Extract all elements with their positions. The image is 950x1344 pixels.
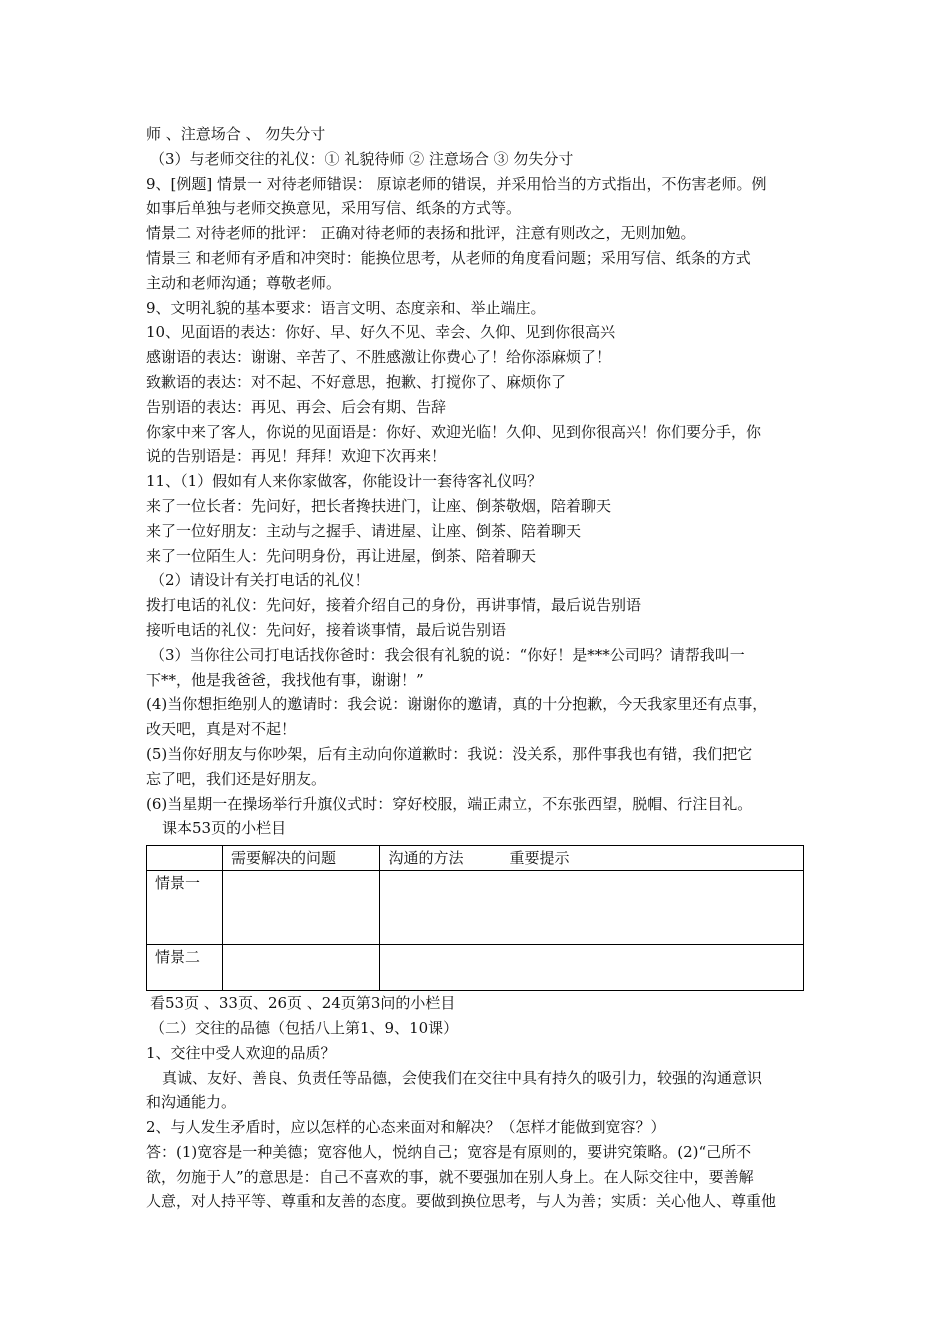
text-line: 人意，对人持平等、尊重和友善的态度。要做到换位思考，与人为善；实质：关心他人、尊重他 — [146, 1192, 777, 1211]
text-block-top — [146, 122, 816, 816]
text-line: 告别语的表达：再见、再会、后会有期、告辞 — [146, 397, 447, 416]
text-line: 10、见面语的表达：你好、早、好久不见、幸会、久仰、见到你很高兴 — [146, 323, 616, 342]
text-line: 9、[例题] 情景一 对待老师错误： 原谅老师的错误，并采用恰当的方式指出，不伤害老师。例 — [146, 174, 767, 193]
table-header-row — [147, 846, 804, 871]
table-header-blank — [147, 846, 223, 871]
table-row — [147, 945, 804, 991]
text-line: 说的告别语是：再见！拜拜！欢迎下次再来！ — [146, 447, 447, 466]
text-line: 接听电话的礼仪：先问好，接着谈事情，最后说告别语 — [146, 620, 507, 639]
text-line: 来了一位好朋友：主动与之握手、请进屋、让座、倒茶、陪着聊天 — [146, 521, 582, 540]
table-cell — [223, 871, 380, 945]
text-line: 改天吧，真是对不起！ — [146, 720, 297, 739]
text-line: 如事后单独与老师交换意见，采用写信、纸条的方式等。 — [146, 199, 522, 218]
text-line: 1、交往中受人欢迎的品质？ — [146, 1043, 336, 1062]
text-line: 情景二 对待老师的批评： 正确对待老师的表扬和批评，注意有则改之，无则加勉。 — [146, 224, 696, 243]
text-line: 答：(1)宽容是一种美德；宽容他人，悦纳自己；宽容是有原则的，要讲究策略。(2)“己所不 — [146, 1142, 752, 1161]
text-line: 下**，他是我爸爸，我找他有事，谢谢！” — [146, 670, 424, 689]
table-row-label: 情景一 — [147, 871, 223, 945]
table-header-method-and-tip — [380, 846, 804, 871]
text-line: (6)当星期一在操场举行升旗仪式时：穿好校服，端正肃立，不东张西望，脱帽、行注目礼。 — [146, 794, 753, 813]
text-line: (4)当你想拒绝别人的邀请时：我会说：谢谢你的邀请，真的十分抱歉，今天我家里还有点事， — [146, 695, 768, 714]
text-line: 忘了吧，我们还是好朋友。 — [146, 769, 327, 788]
text-line: 看53页 、33页、26页 、24页第3问的小栏目 — [150, 994, 456, 1013]
text-line: （3）与老师交往的礼仪：① 礼貌待师 ② 注意场合 ③ 勿失分寸 — [150, 149, 574, 168]
text-line: 来了一位陌生人：先问明身份，再让进屋，倒茶、陪着聊天 — [146, 546, 537, 565]
table-row-label: 情景二 — [147, 945, 223, 991]
text-block-bottom — [146, 991, 816, 1214]
text-line: 致歉语的表达：对不起、不好意思，抱歉、打搅你了、麻烦你了 — [146, 372, 567, 391]
text-line: 师 、注意场合 、 勿失分寸 — [146, 125, 326, 143]
table-cell — [223, 945, 380, 991]
table-cell — [380, 871, 804, 945]
text-line: 来了一位长者：先问好，把长者搀扶进门，让座、倒茶敬烟，陪着聊天 — [146, 496, 612, 515]
text-line: （二）交往的品德（包括八上第1、9、10课） — [150, 1018, 459, 1037]
text-line: 真诚、友好、善良、负责任等品德，会使我们在交往中具有持久的吸引力，较强的沟通意识 — [162, 1068, 763, 1087]
text-line: 情景三 和老师有矛盾和冲突时：能换位思考，从老师的角度看问题；采用写信、纸条的方式 — [146, 248, 751, 267]
table-row — [147, 871, 804, 945]
scenario-table — [146, 845, 804, 991]
table-header-tip: 重要提示 — [509, 849, 570, 868]
text-line: 2、与人发生矛盾时，应以怎样的心态来面对和解决？（怎样才能做到宽容？） — [146, 1118, 666, 1137]
text-line: 11、（1）假如有人来你家做客，你能设计一套待客礼仪吗？ — [146, 472, 543, 491]
text-line: 主动和老师沟通；尊敬老师。 — [146, 273, 342, 292]
text-line: 欲，勿施于人”的意思是：自己不喜欢的事，就不要强加在别人身上。在人际交往中，要善解 — [146, 1167, 754, 1186]
text-line: （2）请设计有关打电话的礼仪！ — [150, 571, 370, 590]
table-caption: 课本53页的小栏目 — [162, 819, 287, 838]
table-header-method: 沟通的方法 — [388, 849, 464, 868]
text-line: 你家中来了客人，你说的见面语是：你好、欢迎光临！久仰、见到你很高兴！你们要分手，你 — [146, 422, 762, 441]
text-line: 拨打电话的礼仪：先问好，接着介绍自己的身份，再讲事情，最后说告别语 — [146, 596, 642, 615]
text-line: 感谢语的表达：谢谢、辛苦了、不胜感激让你费心了！给你添麻烦了！ — [146, 348, 612, 367]
text-line: 和沟通能力。 — [146, 1093, 237, 1112]
table-header-problem: 需要解决的问题 — [223, 846, 380, 871]
document-body — [146, 122, 816, 1214]
text-line: (5)当你好朋友与你吵架，后有主动向你道歉时：我说：没关系，那件事我也有错，我们把它 — [146, 744, 753, 763]
table-cell — [380, 945, 804, 991]
text-line: 9、文明礼貌的基本要求：语言文明、态度亲和、举止端庄。 — [146, 298, 546, 317]
text-line: （3）当你往公司打电话找你爸时：我会很有礼貌的说：“你好！是***公司吗？请帮我叫一 — [150, 645, 745, 664]
